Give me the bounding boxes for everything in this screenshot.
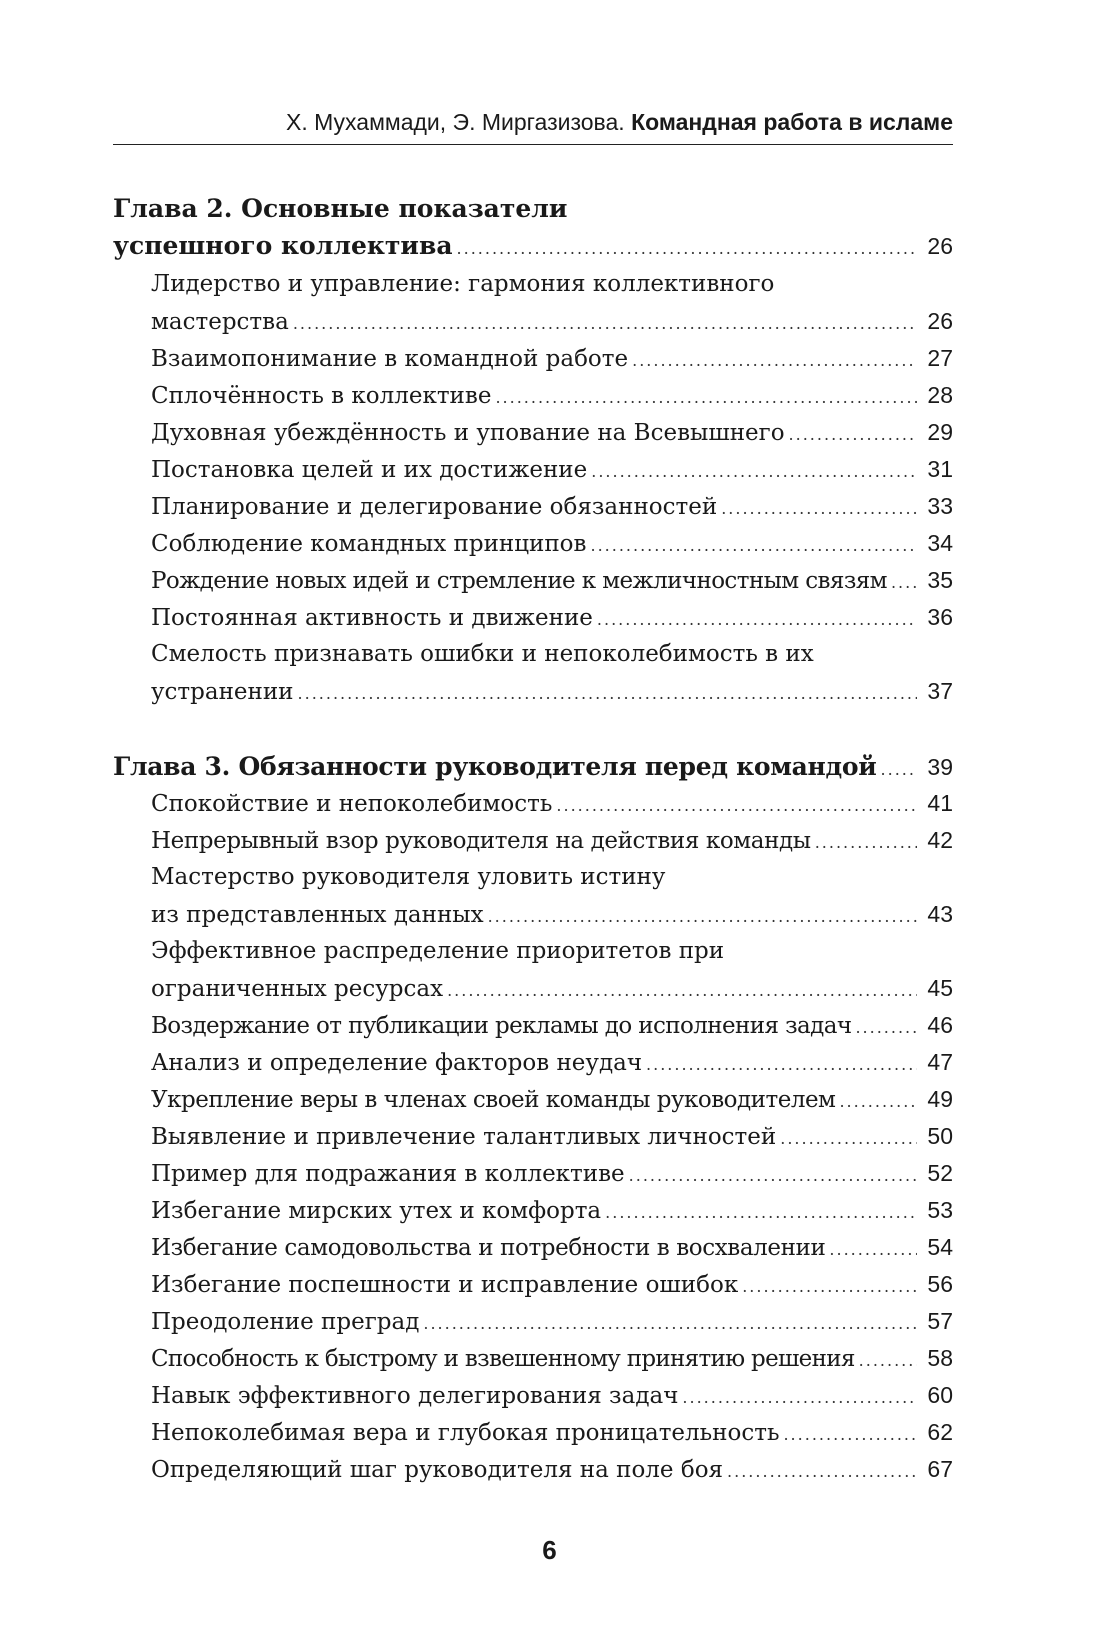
toc-entry-page: 34 — [927, 530, 953, 556]
toc-entry — [113, 414, 953, 451]
toc-entry — [113, 1081, 953, 1118]
dot-leader — [727, 1453, 917, 1490]
chapter-3-page: 39 — [927, 754, 953, 780]
dot-leader — [298, 675, 917, 712]
toc-entry-title: Анализ и определение факторов неудач — [151, 1050, 643, 1076]
dot-leader — [721, 490, 917, 527]
dot-leader — [881, 751, 917, 788]
chapter-3-heading — [113, 748, 953, 785]
toc-entry — [113, 266, 953, 340]
toc-entry-page: 60 — [927, 1382, 953, 1408]
toc-entry — [113, 1044, 953, 1081]
toc-entry-title-line1: Мастерство руководителя уловить истину — [151, 864, 666, 890]
chapter-3-entries — [113, 785, 953, 1488]
dot-leader — [556, 787, 917, 824]
toc-entry — [113, 525, 953, 562]
chapter-2-title-row — [113, 227, 953, 264]
toc-entry — [113, 1451, 953, 1488]
dot-leader — [829, 1231, 917, 1268]
toc-entry — [113, 377, 953, 414]
toc-entry — [113, 1229, 953, 1266]
toc-entry — [113, 785, 953, 822]
toc-entry-title: Воздержание от публикации рекламы до исполнения задач — [151, 1013, 852, 1039]
dot-leader — [293, 305, 917, 342]
toc-entry-title: Планирование и делегирование обязанностей — [151, 494, 718, 520]
chapter-2-entries — [113, 266, 953, 710]
chapter-2-heading — [113, 190, 953, 264]
toc-entry-title-line1: Лидерство и управление: гармония коллективного — [151, 271, 775, 297]
toc-entry — [113, 340, 953, 377]
toc-entry-title: Спокойствие и непоколебимость — [151, 791, 553, 817]
toc-entry-title-line1: Эффективное распределение приоритетов при — [151, 938, 725, 964]
toc-entry-title: Сплочённость в коллективе — [151, 383, 492, 409]
toc-entry — [113, 562, 953, 599]
dot-leader — [891, 564, 917, 601]
toc-entry-title: Пример для подражания в коллективе — [151, 1161, 625, 1187]
dot-leader — [597, 601, 917, 638]
toc-entry-page: 31 — [927, 456, 953, 482]
dot-leader — [488, 898, 917, 935]
toc-entry — [113, 1192, 953, 1229]
toc-entry — [113, 1414, 953, 1451]
toc-entry-title: Соблюдение командных принципов — [151, 531, 587, 557]
toc-entry — [113, 933, 953, 1007]
dot-leader — [423, 1305, 917, 1342]
chapter-3-title: Глава 3. Обязанности руководителя перед командой — [113, 752, 877, 781]
toc-entry-title: мастерства — [151, 309, 289, 335]
dot-leader — [629, 1157, 917, 1194]
toc-entry-page: 57 — [927, 1308, 953, 1334]
toc-entry-title: Рождение новых идей и стремление к межличностным связям — [151, 568, 887, 594]
toc-entry — [113, 1118, 953, 1155]
toc-entry-page: 42 — [927, 827, 953, 853]
toc-entry-title: Постановка целей и их достижение — [151, 457, 588, 483]
toc-entry — [113, 1303, 953, 1340]
toc-entry-page: 43 — [927, 901, 953, 927]
dot-leader — [780, 1120, 917, 1157]
toc-entry-page: 52 — [927, 1160, 953, 1186]
toc-entry-page: 45 — [927, 975, 953, 1001]
toc-entry-title: Непрерывный взор руководителя на действия команды — [151, 828, 811, 854]
chapter-3-title-row — [113, 748, 953, 785]
toc-entry-title: Постоянная активность и движение — [151, 605, 593, 631]
toc-entry-page: 27 — [927, 345, 953, 371]
toc-entry-title: Навык эффективного делегирования задач — [151, 1383, 679, 1409]
toc-entry — [113, 1155, 953, 1192]
dot-leader — [839, 1083, 917, 1120]
dot-leader — [447, 972, 917, 1009]
toc-entry-page: 41 — [927, 790, 953, 816]
toc-entry-page: 54 — [927, 1234, 953, 1260]
toc-entry — [113, 636, 953, 710]
toc-entry-title: Непоколебимая вера и глубокая проницательность — [151, 1420, 780, 1446]
running-header — [113, 107, 953, 137]
dot-leader — [855, 1009, 917, 1046]
toc-entry-page: 36 — [927, 604, 953, 630]
toc-entry-page: 67 — [927, 1456, 953, 1482]
dot-leader — [789, 416, 917, 453]
toc-entry-page: 46 — [927, 1012, 953, 1038]
toc-entry — [113, 451, 953, 488]
toc-entry-page: 33 — [927, 493, 953, 519]
toc-entry-page: 49 — [927, 1086, 953, 1112]
toc-entry-title: Преодоление преград — [151, 1309, 420, 1335]
toc-entry-title: Выявление и привлечение талантливых личностей — [151, 1124, 777, 1150]
dot-leader — [605, 1194, 917, 1231]
dot-leader — [783, 1416, 917, 1453]
dot-leader — [646, 1046, 917, 1083]
toc-entry — [113, 1340, 953, 1377]
toc-entry-title: Способность к быстрому и взвешенному принятию решения — [151, 1346, 855, 1372]
toc-entry-page: 29 — [927, 419, 953, 445]
header-authors: Х. Мухаммади, Э. Миргазизова. — [286, 109, 625, 135]
dot-leader — [815, 824, 917, 861]
toc-entry-page: 35 — [927, 567, 953, 593]
toc-entry-page: 37 — [927, 678, 953, 704]
header-rule — [113, 144, 953, 145]
dot-leader — [632, 342, 917, 379]
toc-entry-page: 56 — [927, 1271, 953, 1297]
toc-entry-page: 28 — [927, 382, 953, 408]
toc-entry-page: 62 — [927, 1419, 953, 1445]
dot-leader — [859, 1342, 917, 1379]
toc-entry-title: Определяющий шаг руководителя на поле боя — [151, 1457, 724, 1483]
dot-leader — [457, 230, 917, 267]
toc-entry — [113, 822, 953, 859]
dot-leader — [742, 1268, 917, 1305]
toc-entry-title: Укрепление веры в членах своей команды руководителем — [151, 1087, 836, 1113]
toc-entry — [113, 599, 953, 636]
dot-leader — [682, 1379, 917, 1416]
toc-entry-page: 50 — [927, 1123, 953, 1149]
page-number: 6 — [542, 1535, 557, 1565]
chapter-2-title-line2: успешного коллектива — [113, 231, 453, 260]
toc-entry — [113, 1266, 953, 1303]
toc-entry-title: Избегание поспешности и исправление ошибок — [151, 1272, 739, 1298]
toc-entry-title: Избегание самодовольства и потребности в восхвалении — [151, 1235, 826, 1261]
toc-entry-title: устранении — [151, 679, 294, 705]
toc-entry-title: Взаимопонимание в командной работе — [151, 346, 629, 372]
toc-entry-title: Избегание мирских утех и комфорта — [151, 1198, 602, 1224]
dot-leader — [495, 379, 917, 416]
toc-entry-page: 47 — [927, 1049, 953, 1075]
toc-entry — [113, 1007, 953, 1044]
toc-entry-page: 58 — [927, 1345, 953, 1371]
toc-entry — [113, 1377, 953, 1414]
toc-entry-title: ограниченных ресурсах — [151, 976, 444, 1002]
header-book-title: Командная работа в исламе — [631, 109, 953, 135]
toc-entry-title: Духовная убеждённость и упование на Всевышнего — [151, 420, 785, 446]
table-of-contents — [113, 190, 953, 1488]
chapter-2-page: 26 — [927, 233, 953, 259]
toc-entry-page: 53 — [927, 1197, 953, 1223]
toc-entry-title-line1: Смелость признавать ошибки и непоколебимость в их — [151, 641, 814, 667]
dot-leader — [591, 453, 917, 490]
toc-entry-page: 26 — [927, 308, 953, 334]
toc-entry — [113, 859, 953, 933]
toc-entry-title: из представленных данных — [151, 902, 484, 928]
chapter-2-title-line1: Глава 2. Основные показатели — [113, 194, 568, 223]
toc-entry — [113, 488, 953, 525]
dot-leader — [590, 527, 917, 564]
